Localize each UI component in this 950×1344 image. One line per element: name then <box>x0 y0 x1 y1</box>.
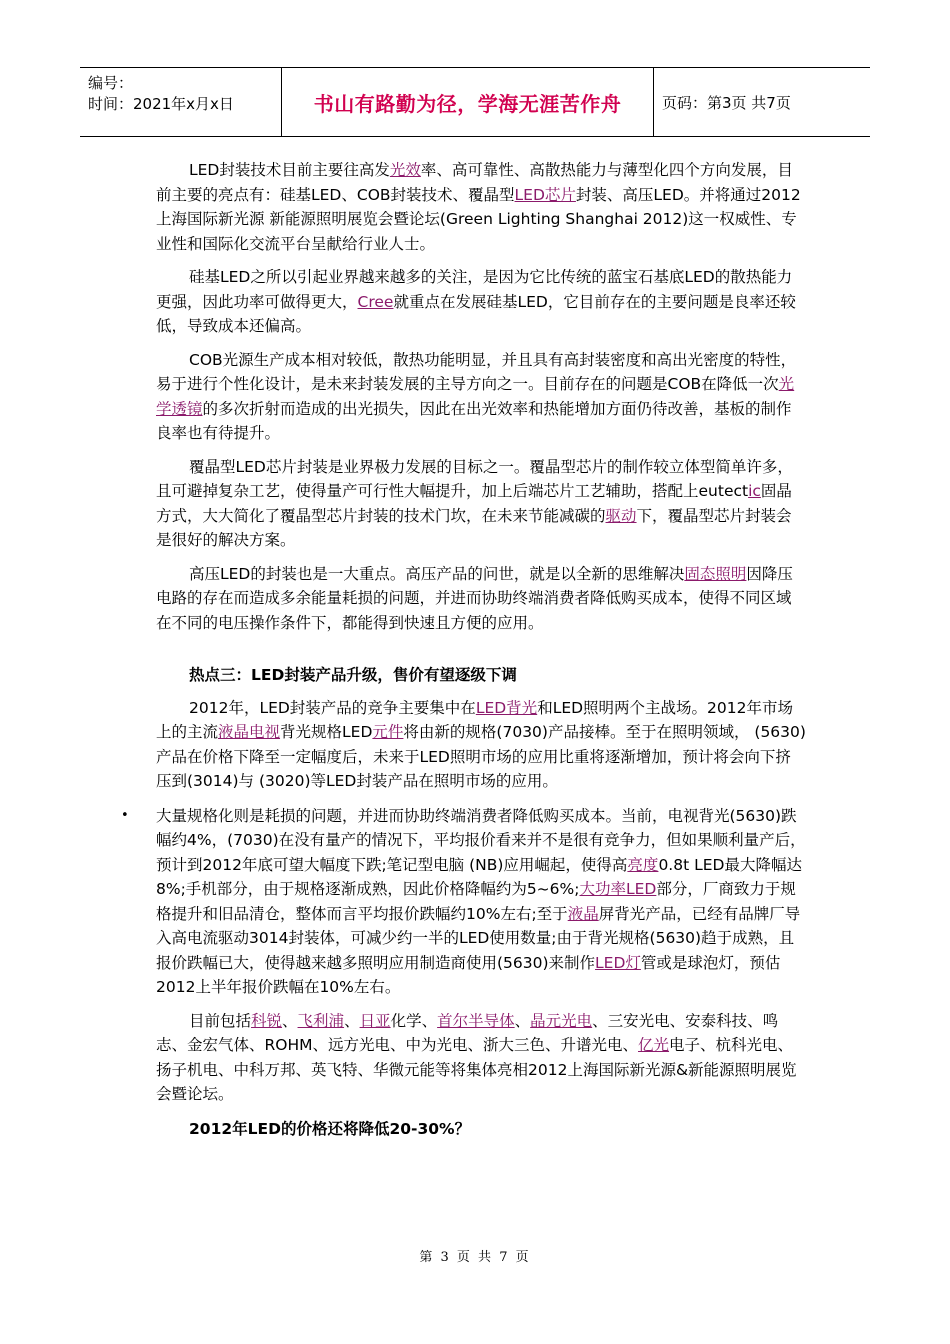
text-run: 、 <box>514 1011 531 1030</box>
text-run: 、 <box>282 1011 298 1030</box>
text-run: 因降压电路的存在而造成多余能量耗损的问题，并进而协助终端消费者降低购买成本，使得不同区域在不同的电压操作条件下，都能得到快速且方便的应用。 <box>156 564 793 632</box>
text-run: 大量规格化则是耗损的问题，并进而协助终端消费者降低购买成本。当前，电视背光(5630)跌幅约4%，(7030)在没有量产的情况下，平均报价看来并不是很有竞争力，但如果顺利量产后，预计到2012年底可望大幅度下跌;笔记型电脑 (NB)应用崛起，使得高 <box>156 806 806 874</box>
header-motto: 书山有路勤为径，学海无涯苦作舟 <box>282 68 654 136</box>
text-run: 、 <box>344 1011 360 1030</box>
document-number-label: 编号： <box>88 74 134 92</box>
text-run: 屏背光产品，已经有品牌厂导入高电流驱动3014封装体，可减少约一半的LED使用数量;由于背光规格(5630)趋于成熟，且报价跌幅已大，使得越来越多照明应用制造商使用(5630)来制作 <box>156 904 801 972</box>
text-run: 电子、杭科光电、扬子机电、中科万邦、英飞特、华微元能等将集体亮相2012上海国际新光源&新能源照明展览会暨论坛。 <box>156 1036 797 1103</box>
inline-link[interactable]: 元件 <box>372 723 404 741</box>
text-run: 化学、 <box>390 1011 438 1030</box>
bullet-list-item <box>121 804 806 1000</box>
header-meta <box>80 68 282 136</box>
body-paragraph <box>156 265 806 339</box>
text-run: 率、高可靠性、高散热能力与薄型化四个方向发展，目前主要的亮点有：硅基LED、COB封装技术、覆晶型 <box>156 161 793 204</box>
inline-link[interactable]: 光效 <box>389 161 421 179</box>
inline-link[interactable]: 晶元光电 <box>530 1011 593 1030</box>
section-packaging-tech <box>156 158 806 635</box>
inline-link[interactable]: 光学透镜 <box>156 375 795 418</box>
body-paragraph <box>156 158 806 256</box>
text-run: 覆晶型LED芯片封装是业界极力发展的目标之一。覆晶型芯片的制作较立体型简单许多，且可避掉复杂工艺，使得量产可行性大幅提升，加上后端芯片工艺辅助，搭配上eutect <box>156 457 793 500</box>
inline-link[interactable]: 亿光 <box>638 1036 670 1054</box>
inline-link[interactable]: 首尔半导体 <box>437 1011 515 1030</box>
body-paragraph <box>156 1009 806 1107</box>
inline-link[interactable]: LED背光 <box>475 698 538 717</box>
section-heading-price: 2012年LED的价格还将降低20-30%？ <box>189 1119 471 1138</box>
section-market <box>156 696 806 794</box>
text-run: 封装、高压LED。并将通过2012上海国际新光源 新能源照明展览会暨论坛(Green Lighting Shanghai 2012)这一权威性、专业性和国际化交流平台呈献给行业人士。 <box>156 185 801 253</box>
document-body <box>121 158 806 1150</box>
header-page-label: 页码：第3页 共7页 <box>662 93 791 112</box>
text-run: 高压LED的封装也是一大重点。高压产品的问世，就是以全新的思维解决 <box>189 564 685 583</box>
inline-link[interactable]: 液晶电视 <box>218 723 281 741</box>
document-time-label: 时间：2021年x月x日 <box>88 95 234 113</box>
text-run: 背光规格LED <box>280 723 373 741</box>
text-run: 下，覆晶型芯片封装会是很好的解决方案。 <box>156 506 792 549</box>
text-run: 部分，厂商致力于规格提升和旧品清仓，整体而言平均报价跌幅约10%左右;至于 <box>156 880 796 923</box>
inline-link[interactable]: LED灯 <box>595 953 641 972</box>
section-heading-hotspot-3: 热点三：LED封装产品升级，售价有望逐级下调 <box>189 666 517 684</box>
inline-link[interactable]: 飞利浦 <box>297 1011 345 1030</box>
text-run: 就重点在发展硅基LED，它目前存在的主要问题是良率还较低，导致成本还偏高。 <box>156 292 796 335</box>
text-run: 、三安光电、安泰科技、鸣志、金宏气体、ROHM、远方光电、中为光电、浙大三色、升谱光电、 <box>156 1011 779 1054</box>
inline-link[interactable]: Cree <box>357 292 394 311</box>
inline-link[interactable]: 固态照明 <box>684 564 747 583</box>
text-run: 0.8t LED最大降幅达8%;手机部分，由于规格逐渐成熟，因此价格降幅约为5~6%; <box>156 855 802 898</box>
text-run: 目前包括 <box>189 1011 252 1030</box>
inline-link[interactable]: 亮度 <box>627 855 659 874</box>
text-run: 和LED照明两个主战场。2012年市场上的主流 <box>156 698 793 741</box>
text-run: 2012年，LED封装产品的竞争主要集中在 <box>189 698 476 717</box>
body-paragraph <box>156 455 806 553</box>
page-footer: 第 3 页 共 7 页 <box>419 1250 531 1265</box>
inline-link[interactable]: 液晶 <box>567 904 599 923</box>
text-run: COB光源生产成本相对较低，散热功能明显，并且具有高封装密度和高出光密度的特性，易于进行个性化设计，是未来封装发展的主导方向之一。目前存在的问题是COB在降低一次 <box>156 350 797 393</box>
text-run: 将由新的规格(7030)产品接棒。至于在照明领域， (5630)产品在价格下降至一定幅度后，未来于LED照明市场的应用比重将逐渐增加，预计将会向下挤压到(3014)与 (3020)等LED封装产品在照明市场的应用。 <box>156 723 806 790</box>
page-header <box>80 67 870 137</box>
section-exhibitors <box>156 1009 806 1107</box>
inline-link[interactable]: ic <box>748 482 761 500</box>
body-paragraph <box>156 696 806 794</box>
body-paragraph <box>156 348 806 446</box>
text-run: LED封装技术目前主要往高发 <box>189 161 390 179</box>
bullet-text <box>156 804 806 1000</box>
body-paragraph <box>156 562 806 636</box>
text-run: 硅基LED之所以引起业界越来越多的关注，是因为它比传统的蓝宝石基底LED的散热能力更强，因此功率可做得更大， <box>156 268 793 311</box>
inline-link[interactable]: 驱动 <box>605 506 637 525</box>
bullet-icon: • <box>121 807 129 823</box>
inline-link[interactable]: 日亚 <box>359 1011 391 1030</box>
inline-link[interactable]: 大功率LED <box>579 880 657 898</box>
inline-link[interactable]: 科锐 <box>251 1011 283 1030</box>
text-run: 管或是球泡灯，预估2012上半年报价跌幅在10%左右。 <box>156 953 781 996</box>
text-run: 的多次折射而造成的出光损失，因此在出光效率和热能增加方面仍待改善，基板的制作良率也有待提升。 <box>156 399 792 442</box>
inline-link[interactable]: LED芯片 <box>514 185 576 204</box>
text-run: 固晶方式，大大简化了覆晶型芯片封装的技术门坎，在未来节能减碳的 <box>156 482 792 525</box>
